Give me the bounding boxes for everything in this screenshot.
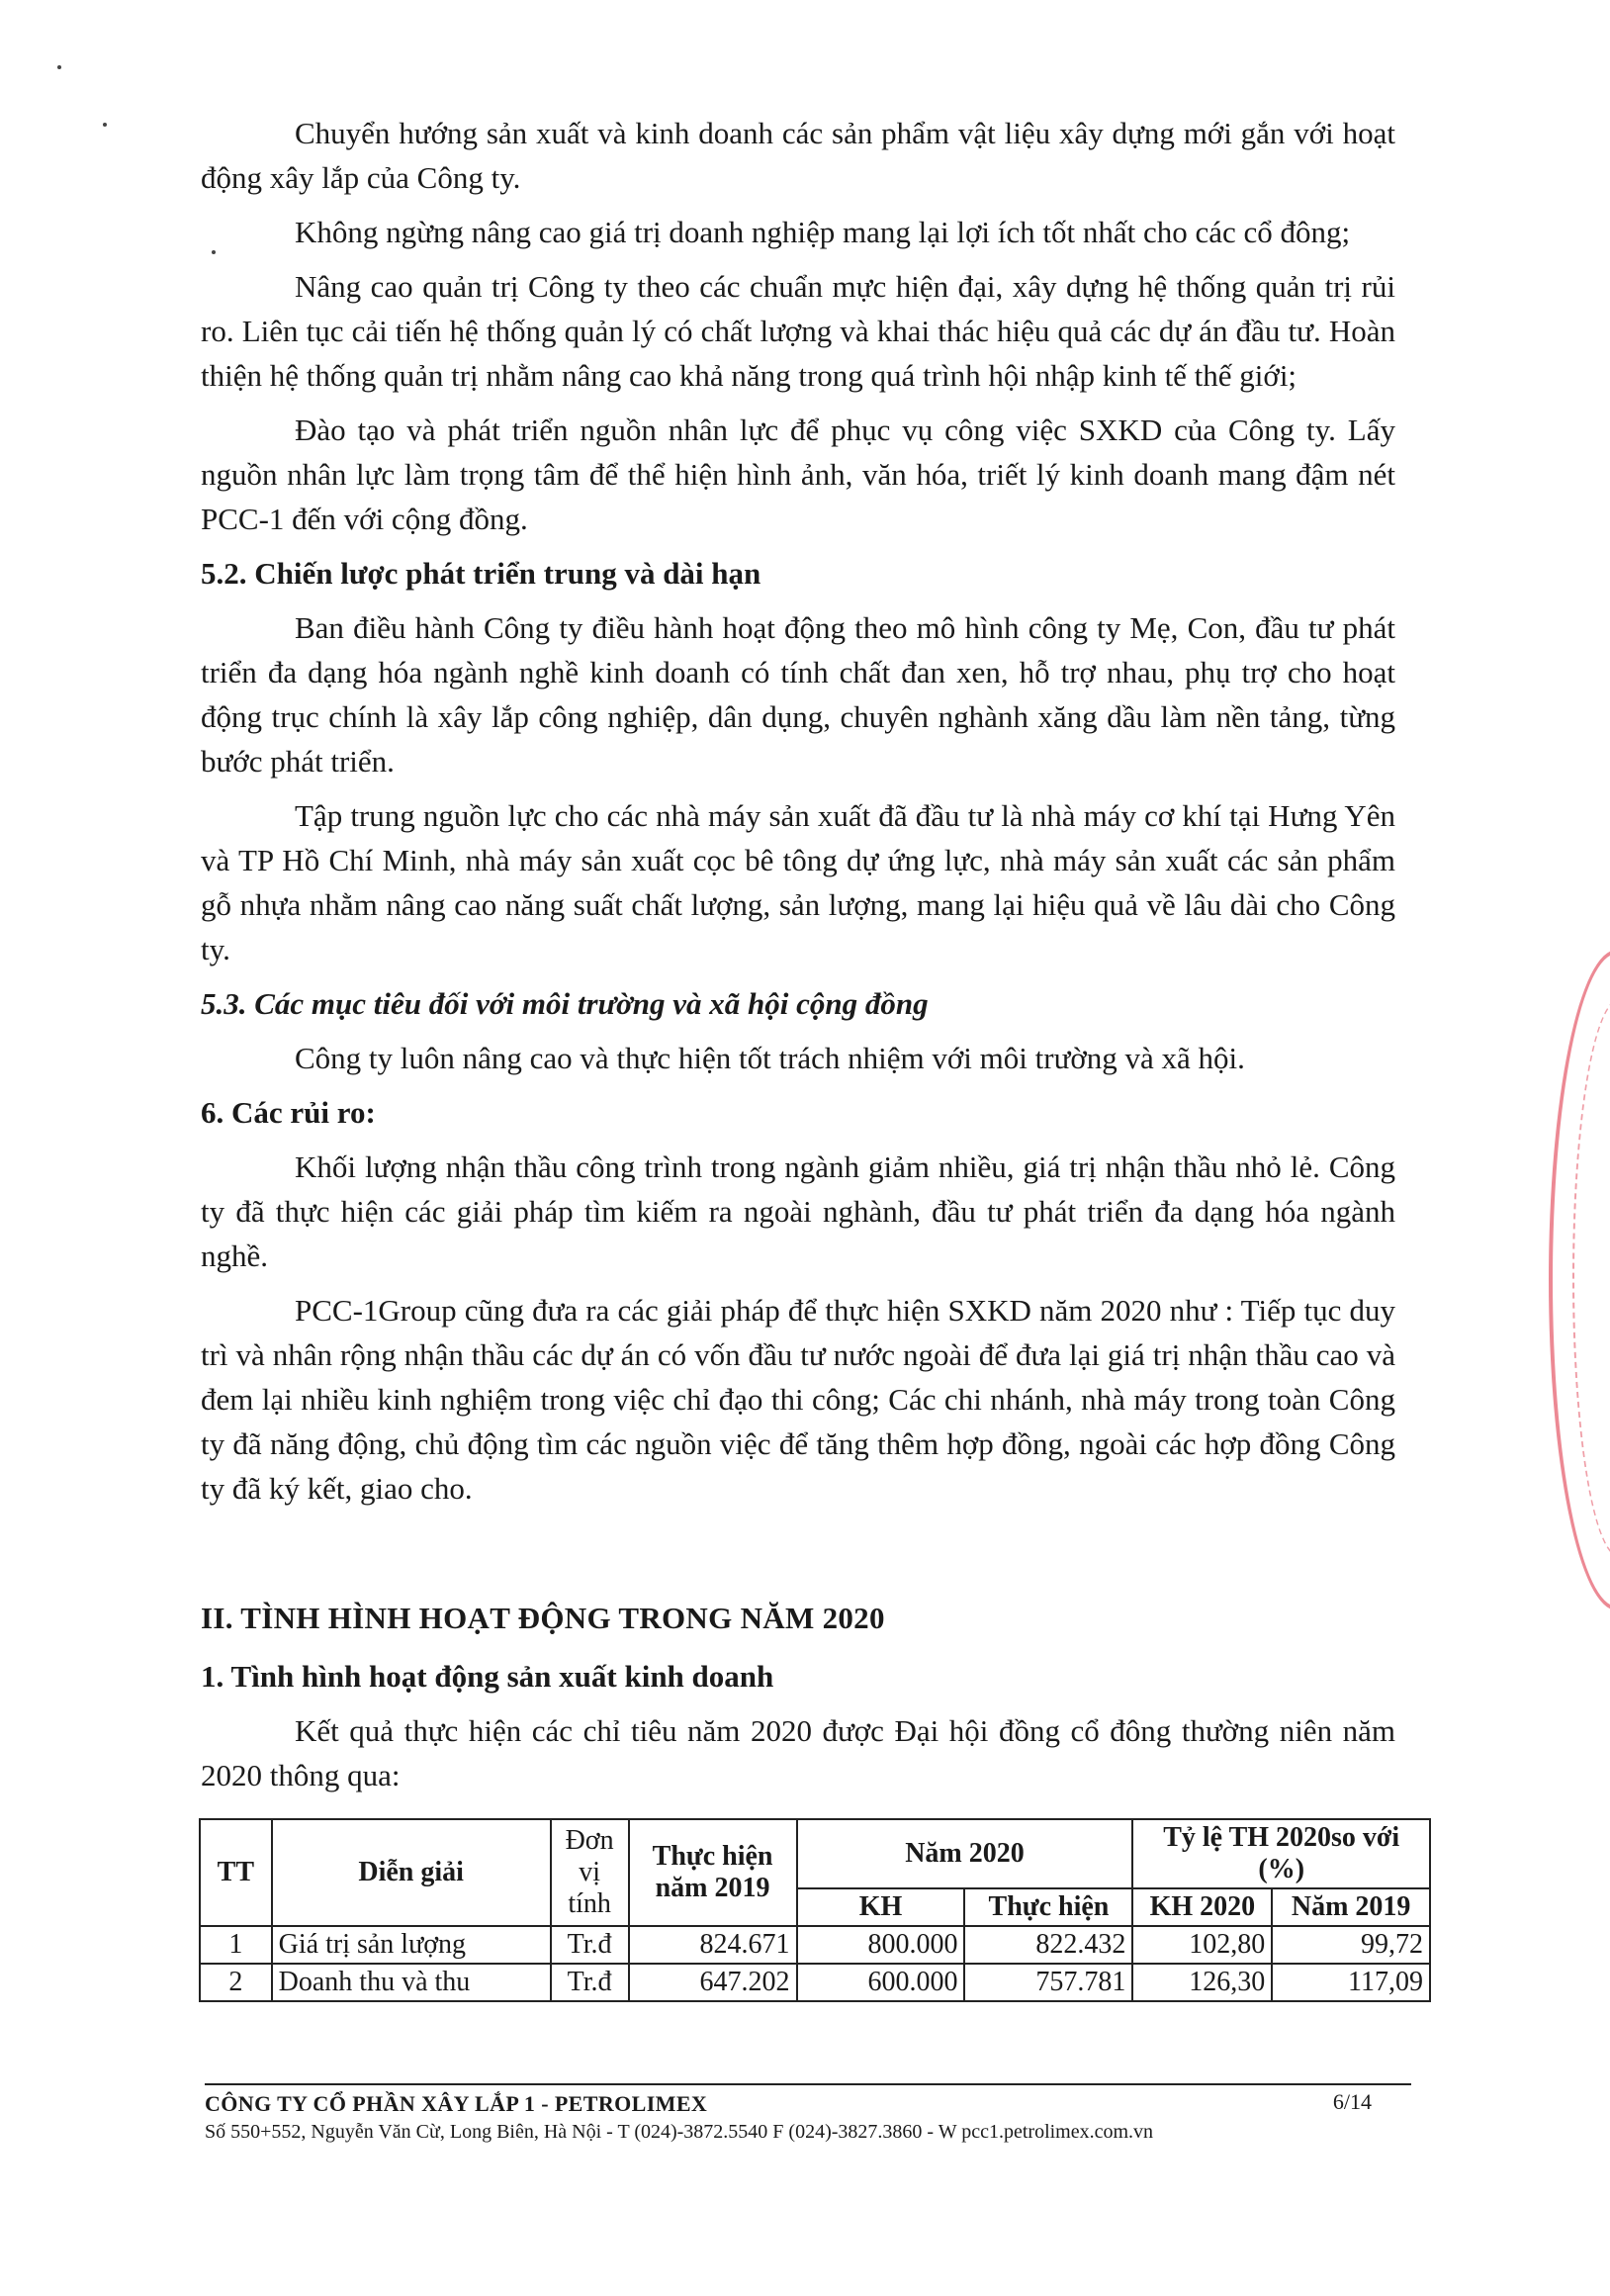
cell-dien-giai: Doanh thu và thu bbox=[272, 1964, 551, 2001]
footer-address: Số 550+552, Nguyễn Văn Cừ, Long Biên, Hà Nội - T (024)-3872.5540 F (024)-3827.3860 - W pcc1.petrolimex.com.vn bbox=[205, 2121, 1154, 2143]
paragraph: PCC-1Group cũng đưa ra các giải pháp để thực hiện SXKD năm 2020 như : Tiếp tục duy trì và nhân rộng nhận thầu các dự án có vốn đầu tư nước ngoài để đưa lại giá trị nhận thầu cao và đem lại nhiều kinh nghiệm trong việc chỉ đạo thi công; Các chi nhánh, nhà máy trong toàn Công ty đã năng động, chủ động tìm các nguồn việc để tăng thêm hợp đồng, ngoài các hợp đồng Công ty đã ký kết, giao cho. bbox=[201, 1293, 1395, 1506]
table-header-row bbox=[200, 1819, 1430, 1888]
paragraph: Chuyển hướng sản xuất và kinh doanh các sản phẩm vật liệu xây dựng mới gắn với hoạt động xây lắp của Công ty. bbox=[201, 116, 1395, 195]
paragraph: Khối lượng nhận thầu công trình trong ngành giảm nhiều, giá trị nhận thầu nhỏ lẻ. Công ty đã thực hiện các giải pháp tìm kiếm ra ngoài nghành, đầu tư phát triển đa dạng hóa ngành nghề. bbox=[201, 1149, 1395, 1273]
footer-divider bbox=[205, 2083, 1411, 2085]
header-kh: KH bbox=[797, 1888, 965, 1926]
paragraph: Ban điều hành Công ty điều hành hoạt động theo mô hình công ty Mẹ, Con, đầu tư phát triển đa dạng hóa ngành nghề kinh doanh có tính chất đan xen, hỗ trợ nhau, phụ trợ cho hoạt động trục chính là xây lắp công nghiệp, dân dụng, chuyên nghành xăng dầu làm nền tảng, từng bước phát triển. bbox=[201, 610, 1395, 779]
document-body bbox=[201, 111, 1395, 1807]
cell-dien-giai: Giá trị sản lượng bbox=[272, 1926, 551, 1964]
header-don-vi: Đơn vị tính bbox=[551, 1819, 629, 1926]
table-row bbox=[200, 1964, 1430, 2001]
paragraph: Tập trung nguồn lực cho các nhà máy sản xuất đã đầu tư là nhà máy cơ khí tại Hưng Yên và TP Hồ Chí Minh, nhà máy sản xuất cọc bê tông dự ứng lực, nhà máy sản xuất các sản phẩm gỗ nhựa nhằm nâng cao năng suất chất lượng, sản lượng, mang lại hiệu quả về lâu dài cho Công ty. bbox=[201, 798, 1395, 966]
header-thuc-hien: Thực hiện bbox=[964, 1888, 1132, 1926]
header-dien-giai: Diễn giải bbox=[272, 1819, 551, 1926]
section-heading-II: II. TÌNH HÌNH HOẠT ĐỘNG TRONG NĂM 2020 bbox=[201, 1601, 885, 1635]
cell-kh2020: 102,80 bbox=[1132, 1926, 1272, 1964]
section-heading-6: 6. Các rủi ro: bbox=[201, 1095, 376, 1130]
cell-kh2020: 126,30 bbox=[1132, 1964, 1272, 2001]
footer-company: CÔNG TY CỔ PHẦN XÂY LẮP 1 - PETROLIMEX bbox=[205, 2091, 708, 2116]
paragraph: Công ty luôn nâng cao và thực hiện tốt trách nhiệm với môi trường và xã hội. bbox=[295, 1041, 1245, 1075]
scan-speck bbox=[103, 123, 107, 127]
page-number: 6/14 bbox=[1332, 2089, 1372, 2114]
cell-tt: 1 bbox=[200, 1926, 272, 1964]
cell-tt: 2 bbox=[200, 1964, 272, 2001]
header-kh-2020: KH 2020 bbox=[1132, 1888, 1272, 1926]
paragraph: Nâng cao quản trị Công ty theo các chuẩn mực hiện đại, xây dựng hệ thống quản trị rủi ro. Liên tục cải tiến hệ thống quản lý có chất lượng và khai thác hiệu quả các dự án đầu tư. Hoàn thiện hệ thống quản trị nhằm nâng cao khả năng trong quá trình hội nhập kinh tế thế giới; bbox=[201, 269, 1395, 393]
sub-heading-II-1: 1. Tình hình hoạt động sản xuất kinh doanh bbox=[201, 1659, 774, 1694]
cell-don-vi: Tr.đ bbox=[551, 1926, 629, 1964]
section-heading-5-2: 5.2. Chiến lược phát triển trung và dài hạn bbox=[201, 556, 761, 591]
cell-th2019: 824.671 bbox=[629, 1926, 797, 1964]
paragraph-intro: Kết quả thực hiện các chỉ tiêu năm 2020 được Đại hội đồng cổ đông thường niên năm 2020 thông qua: bbox=[201, 1713, 1395, 1792]
header-tt: TT bbox=[200, 1819, 272, 1926]
header-nam-2020: Năm 2020 bbox=[797, 1819, 1133, 1888]
page-footer bbox=[205, 2083, 1411, 2144]
cell-nam2019: 99,72 bbox=[1272, 1926, 1430, 1964]
cell-kh: 600.000 bbox=[797, 1964, 965, 2001]
header-ty-le: Tỷ lệ TH 2020so với (%) bbox=[1132, 1819, 1430, 1888]
cell-th: 757.781 bbox=[964, 1964, 1132, 2001]
scan-speck bbox=[57, 65, 61, 69]
header-thuc-hien-2019: Thực hiện năm 2019 bbox=[629, 1819, 797, 1926]
cell-don-vi: Tr.đ bbox=[551, 1964, 629, 2001]
section-heading-5-3: 5.3. Các mục tiêu đối với môi trường và xã hội cộng đồng bbox=[201, 986, 929, 1021]
cell-nam2019: 117,09 bbox=[1272, 1964, 1430, 2001]
cell-th2019: 647.202 bbox=[629, 1964, 797, 2001]
table-row bbox=[200, 1926, 1430, 1964]
paragraph: Không ngừng nâng cao giá trị doanh nghiệp mang lại lợi ích tốt nhất cho các cổ đông; bbox=[295, 215, 1351, 249]
cell-th: 822.432 bbox=[964, 1926, 1132, 1964]
cell-kh: 800.000 bbox=[797, 1926, 965, 1964]
paragraph: Đào tạo và phát triển nguồn nhân lực để phục vụ công việc SXKD của Công ty. Lấy nguồn nhân lực làm trọng tâm để thể hiện hình ảnh, văn hóa, triết lý kinh doanh mang đậm nét PCC-1 đến với cộng đồng. bbox=[201, 413, 1395, 536]
header-nam-2019: Năm 2019 bbox=[1272, 1888, 1430, 1926]
results-table bbox=[199, 1818, 1431, 2002]
